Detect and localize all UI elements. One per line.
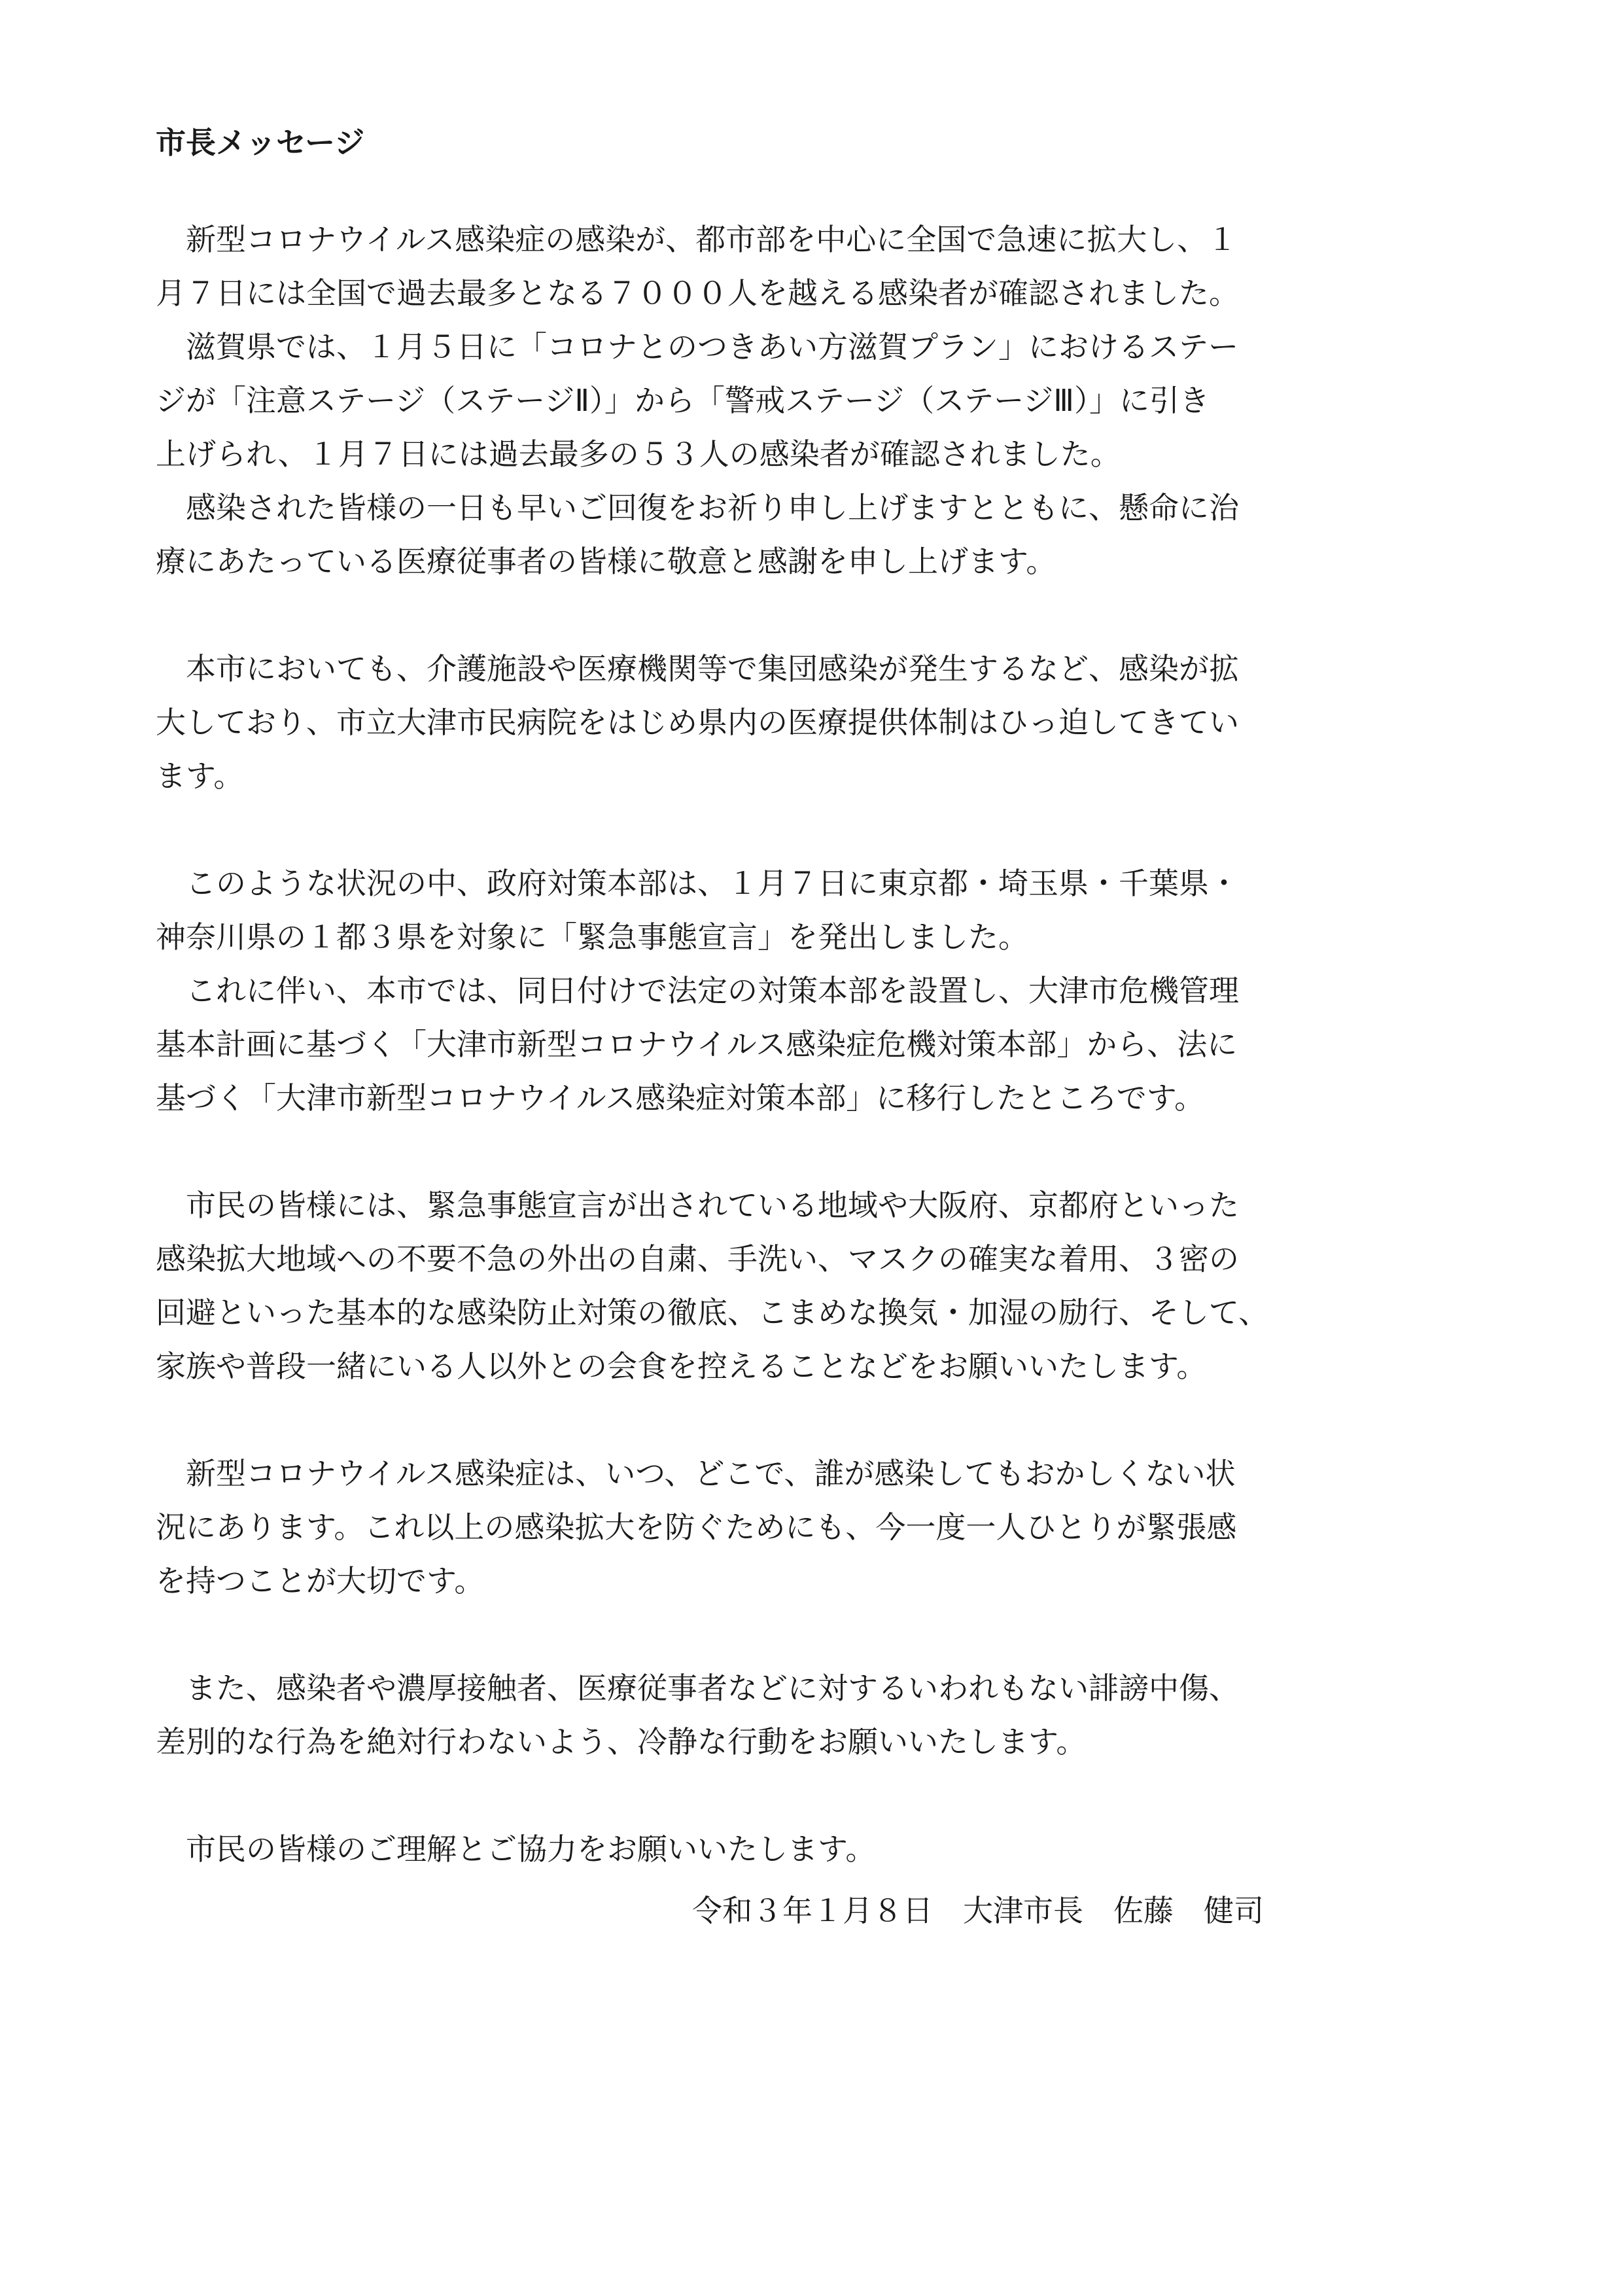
paragraph-line: 基本計画に基づく「大津市新型コロナウイルス感染症危機対策本部」から、法に xyxy=(156,1027,1238,1062)
paragraph-line: 基づく「大津市新型コロナウイルス感染症対策本部」に移行したところです。 xyxy=(156,1080,1205,1116)
paragraph-line: 差別的な行為を絶対行わないよう、冷静な行動をお願いいたします。 xyxy=(156,1724,1087,1759)
paragraph-spacer xyxy=(156,1393,1484,1447)
paragraph-line: また、感染者や濃厚接触者、医療従事者などに対するいわれもない誹謗中傷、 xyxy=(156,1670,1239,1706)
paragraph xyxy=(156,964,1484,1125)
paragraph xyxy=(156,320,1484,481)
paragraph xyxy=(156,481,1484,588)
paragraph xyxy=(156,857,1484,964)
paragraph-spacer xyxy=(156,1125,1484,1178)
paragraph-line: を持つことが大切です。 xyxy=(156,1563,485,1598)
paragraph-spacer xyxy=(156,803,1484,857)
paragraph-line: 況にあります。これ以上の感染拡大を防ぐためにも、今一度一人ひとりが緊張感 xyxy=(156,1510,1237,1545)
paragraph xyxy=(156,1178,1484,1393)
paragraph xyxy=(156,1822,1484,1876)
paragraph-line: 神奈川県の１都３県を対象に「緊急事態宣言」を発出しました。 xyxy=(156,919,1028,955)
paragraph-line: 感染拡大地域への不要不急の外出の自粛、手洗い、マスクの確実な着用、３密の xyxy=(156,1241,1239,1277)
signature-line: 令和３年１月８日 大津市長 佐藤 健司 xyxy=(692,1893,1264,1928)
paragraph-line: 回避といった基本的な感染防止対策の徹底、こまめな換気・加湿の励行、そして、 xyxy=(156,1295,1269,1330)
paragraph xyxy=(156,1447,1484,1608)
paragraph-line: 滋賀県では、１月５日に「コロナとのつきあい方滋賀プラン」におけるステー xyxy=(156,329,1239,364)
paragraph xyxy=(156,1661,1484,1769)
paragraph-line: 大しており、市立大津市民病院をはじめ県内の医療提供体制はひっ迫してきてい xyxy=(156,705,1239,740)
paragraph-line: 新型コロナウイルス感染症は、いつ、どこで、誰が感染してもおかしくない状 xyxy=(156,1456,1236,1491)
paragraph-line: 市民の皆様のご理解とご協力をお願いいたします。 xyxy=(156,1831,876,1867)
paragraph-line: 新型コロナウイルス感染症の感染が、都市部を中心に全国で急速に拡大し、１ xyxy=(156,222,1238,257)
paragraph-line: 月７日には全国で過去最多となる７０００人を越える感染者が確認されました。 xyxy=(156,275,1239,311)
paragraph xyxy=(156,213,1484,320)
paragraph-spacer xyxy=(156,1608,1484,1661)
paragraph-line: 感染された皆様の一日も早いご回復をお祈り申し上げますとともに、懸命に治 xyxy=(156,490,1239,525)
paragraph-line: このような状況の中、政府対策本部は、１月７日に東京都・埼玉県・千葉県・ xyxy=(156,866,1239,901)
document-title: 市長メッセージ xyxy=(156,125,365,160)
paragraph-line: 本市においても、介護施設や医療機関等で集団感染が発生するなど、感染が拡 xyxy=(156,651,1239,686)
paragraph-spacer xyxy=(156,588,1484,642)
paragraph-line: ます。 xyxy=(156,758,244,794)
paragraph xyxy=(156,642,1484,803)
message-body xyxy=(156,213,1484,1876)
paragraph-line: 市民の皆様には、緊急事態宣言が出されている地域や大阪府、京都府といった xyxy=(156,1188,1239,1223)
paragraph-spacer xyxy=(156,1769,1484,1822)
paragraph-line: 上げられ、１月７日には過去最多の５３人の感染者が確認されました。 xyxy=(156,436,1121,472)
paragraph-line: 療にあたっている医療従事者の皆様に敬意と感謝を申し上げます。 xyxy=(156,544,1056,579)
paragraph-line: これに伴い、本市では、同日付けで法定の対策本部を設置し、大津市危機管理 xyxy=(156,973,1239,1008)
paragraph-line: ジが「注意ステージ（ステージⅡ）」から「警戒ステージ（ステージⅢ）」に引き xyxy=(156,383,1210,418)
paragraph-line: 家族や普段一緒にいる人以外との会食を控えることなどをお願いいたします。 xyxy=(156,1349,1207,1384)
